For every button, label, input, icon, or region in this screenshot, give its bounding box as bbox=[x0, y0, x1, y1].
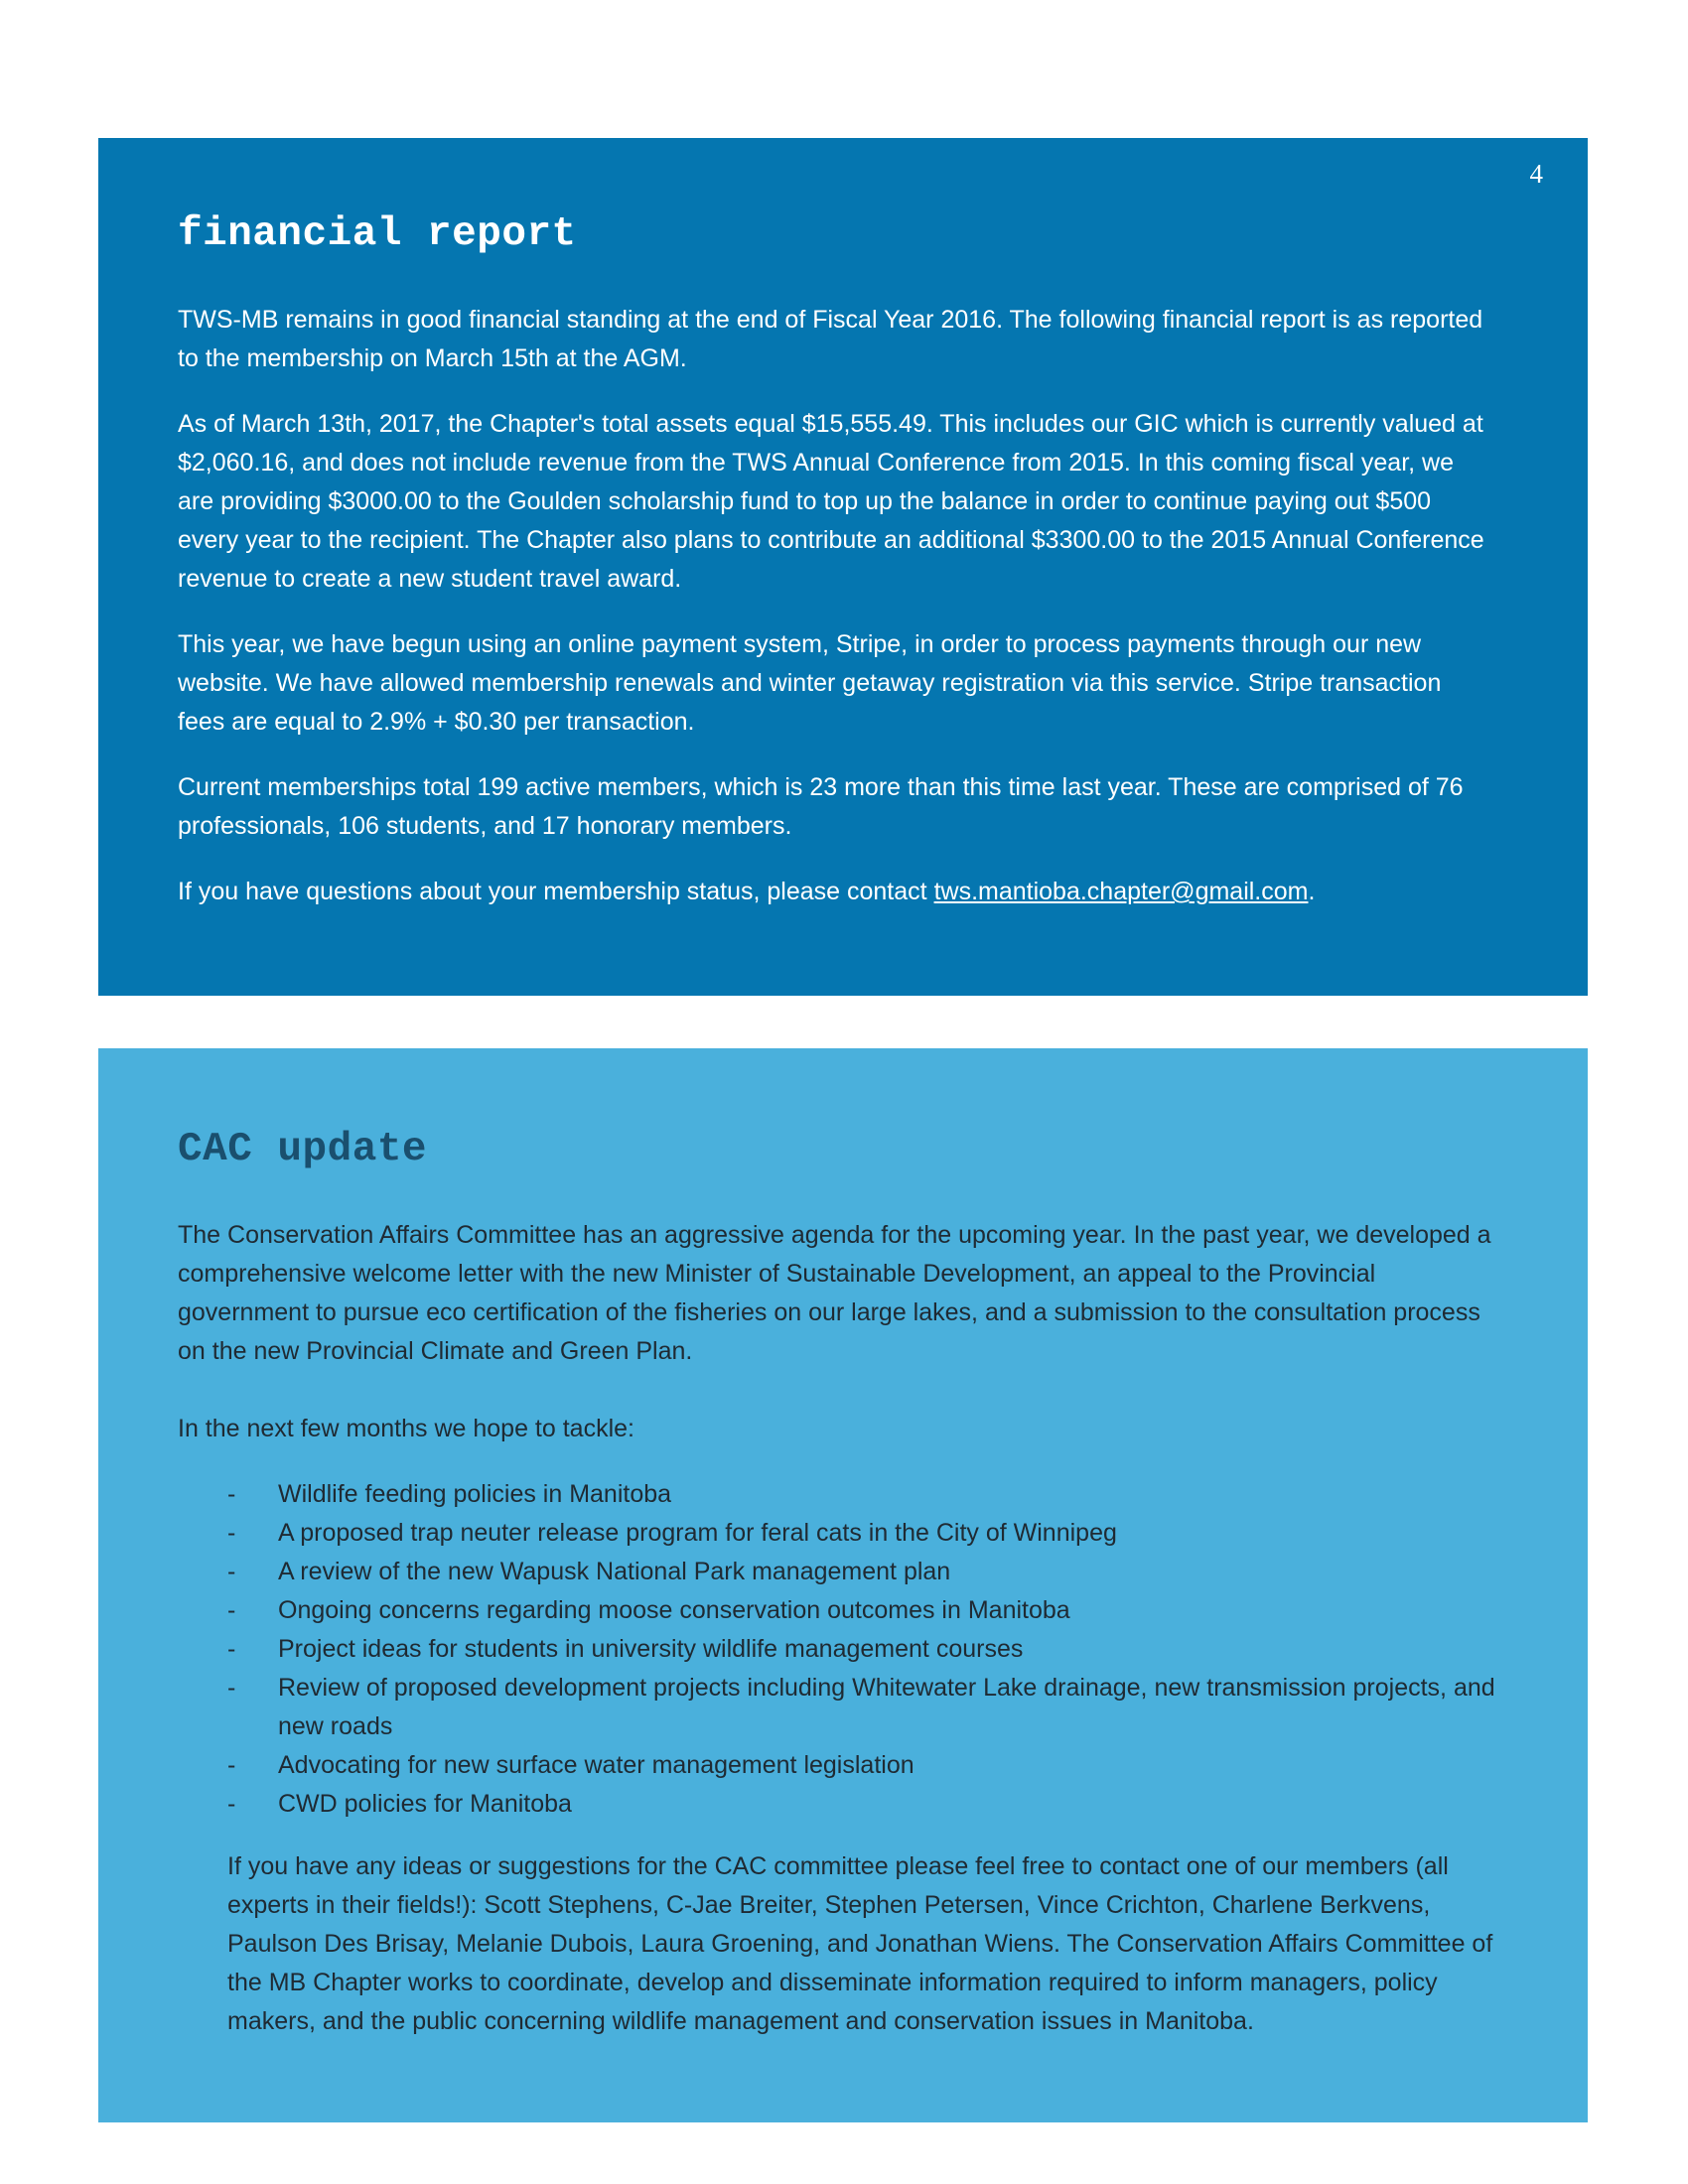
list-item-text: Review of proposed development projects including Whitewater Lake drainage, new transmission projects, and new roads bbox=[278, 1674, 1495, 1741]
list-item bbox=[227, 1514, 1508, 1553]
cac-intro-paragraph: The Conservation Affairs Committee has an aggressive agenda for the upcoming year. In the past year, we developed a comprehensive welcome letter with the new Minister of Sustainable Development, an appeal to the Provincial government to pursue eco certification of the fisheries on our large lakes, and a submission to the consultation process on the new Provincial Climate and Green Plan. bbox=[178, 1221, 1491, 1366]
dash-bullet: - bbox=[227, 1480, 236, 1509]
financial-paragraph: As of March 13th, 2017, the Chapter's total assets equal $15,555.49. This includes our GIC which is currently valued at $2,060.16, and does not include revenue from the TWS Annual Conference from 2015. In this coming fiscal year, we are providing $3000.00 to the Goulden scholarship fund to top up the balance in order to continue paying out $500 every year to the recipient. The Chapter also plans to contribute an additional $3300.00 to the 2015 Annual Conference revenue to create a new student travel award. bbox=[178, 410, 1484, 594]
dash-bullet: - bbox=[227, 1635, 236, 1664]
cac-closing-paragraph: If you have any ideas or suggestions for the CAC committee please feel free to contact one of our members (all experts in their fields!): Scott Stephens, C-Jae Breiter, Stephen Petersen, Vince Crichton, Charlene Berkvens, Paulson Des Brisay, Melanie Dubois, Laura Groening, and Jonathan Wiens. The Conservation Affairs Committee of the MB Chapter works to coordinate, develop and disseminate information required to inform managers, policy makers, and the public concerning wildlife management and conservation issues in Manitoba. bbox=[227, 1852, 1493, 2036]
list-item bbox=[227, 1475, 1508, 1514]
contact-email-link[interactable]: tws.mantioba.chapter@gmail.com bbox=[933, 878, 1309, 906]
list-item-text: Advocating for new surface water management legislation bbox=[278, 1751, 914, 1780]
financial-paragraph: TWS-MB remains in good financial standing at the end of Fiscal Year 2016. The following financial report is as reported to the membership on March 15th at the AGM. bbox=[178, 306, 1483, 373]
dash-bullet: - bbox=[227, 1596, 236, 1625]
dash-bullet: - bbox=[227, 1519, 236, 1548]
list-item-text: A review of the new Wapusk National Park management plan bbox=[278, 1558, 951, 1586]
page-number: 4 bbox=[1529, 159, 1543, 189]
list-item bbox=[227, 1669, 1508, 1746]
membership-contact-paragraph bbox=[178, 873, 1493, 911]
dash-bullet: - bbox=[227, 1558, 236, 1586]
list-item bbox=[227, 1785, 1508, 1824]
list-item-text: Ongoing concerns regarding moose conservation outcomes in Manitoba bbox=[278, 1596, 1070, 1625]
list-item-text: Wildlife feeding policies in Manitoba bbox=[278, 1480, 672, 1509]
financial-paragraph: This year, we have begun using an online payment system, Stripe, in order to process payments through our new website. We have allowed membership renewals and winter getaway registration via this service. Stripe transaction fees are equal to 2.9% + $0.30 per transaction. bbox=[178, 630, 1442, 737]
cac-update-title: CAC update bbox=[178, 1127, 428, 1172]
dash-bullet: - bbox=[227, 1674, 236, 1703]
financial-paragraph: Current memberships total 199 active members, which is 23 more than this time last year. These are comprised of 76 professionals, 106 students, and 17 honorary members. bbox=[178, 773, 1464, 841]
cac-list-intro: In the next few months we hope to tackle: bbox=[178, 1415, 634, 1443]
list-item-text: CWD policies for Manitoba bbox=[278, 1790, 572, 1819]
financial-report-title: financial report bbox=[178, 211, 577, 257]
dash-bullet: - bbox=[227, 1751, 236, 1780]
list-item-text: A proposed trap neuter release program for feral cats in the City of Winnipeg bbox=[278, 1519, 1117, 1548]
contact-prefix: If you have questions about your membership status, please contact bbox=[178, 878, 934, 906]
list-item bbox=[227, 1746, 1508, 1785]
list-item bbox=[227, 1553, 1508, 1591]
cac-update-panel bbox=[98, 1048, 1588, 2122]
dash-bullet: - bbox=[227, 1790, 236, 1819]
financial-report-panel bbox=[98, 138, 1588, 996]
list-item bbox=[227, 1630, 1508, 1669]
list-item-text: Project ideas for students in university wildlife management courses bbox=[278, 1635, 1024, 1664]
cac-agenda-list bbox=[178, 1475, 1508, 1824]
contact-suffix: . bbox=[1308, 878, 1316, 906]
list-item bbox=[227, 1591, 1508, 1630]
